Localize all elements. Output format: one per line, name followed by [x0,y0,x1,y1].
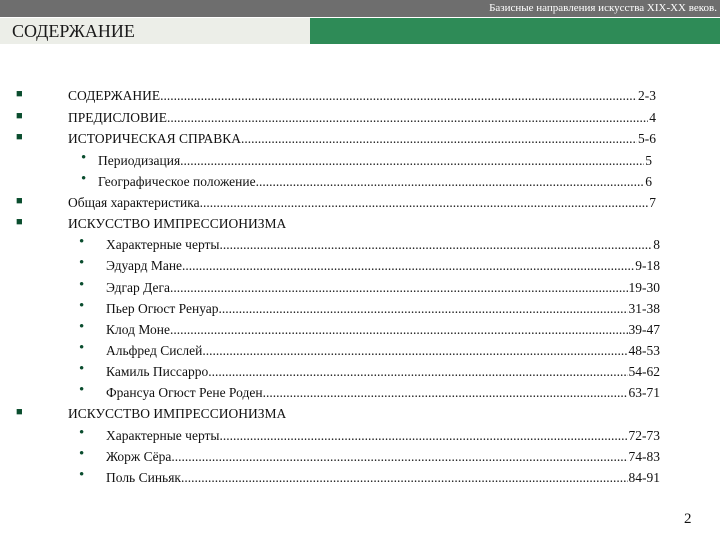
square-bullet-icon: ■ [16,406,23,418]
toc-entry [0,382,720,406]
toc-entry-title: Общая характеристика ..... [68,195,650,211]
square-bullet-icon: ■ [16,195,23,207]
toc-entry-title: ИСКУССТВО ИМПРЕССИОНИЗМА [68,216,287,231]
toc-entry-page: 5 [645,153,652,168]
dot-bullet-icon: • [79,446,85,462]
toc-entry-page: 72-73 [628,428,660,443]
toc-entry [0,425,720,449]
dot-bullet-icon: • [79,234,85,250]
dot-bullet-icon: • [79,277,85,293]
toc-entry-title: Камиль Писсарро ..... [106,364,654,380]
dot-bullet-icon: • [79,298,85,314]
toc-entry-title: Франсуа Огюст Рене Роден ..... [106,385,654,401]
toc-entry-title: Эдгар Дега ..... [106,280,654,296]
toc-entry [0,171,720,195]
dot-bullet-icon: • [79,319,85,335]
toc-entry-page: 54-62 [628,364,660,379]
dot-bullet-icon: • [79,255,85,271]
toc-entry [0,277,720,301]
toc-entry-title: СОДЕРЖАНИЕ ..... [68,88,650,104]
toc-entry [0,110,720,131]
toc-entry-title: Эдуард Мане ..... [106,258,654,274]
toc-entry-title: Характерные черты ..... [106,237,654,253]
toc-entry [0,467,720,491]
square-bullet-icon: ■ [16,131,23,143]
toc-entry-page: 8 [653,237,660,252]
toc-entry [0,319,720,343]
toc-entry-title: Альфред Сислей ..... [106,343,654,359]
toc-entry-title: Географическое положение ..... [98,174,646,190]
toc-entry-page: 2-3 [638,88,656,103]
toc-entry-page: 31-38 [628,301,660,316]
toc-entry-page: 39-47 [628,322,660,337]
toc-entry-page: 7 [649,195,656,210]
dot-bullet-icon: • [79,382,85,398]
toc-entry [0,234,720,258]
toc-entry-page: 19-30 [628,280,660,295]
header-subtitle: Базисные направления искусства XIX-XX веков. [489,2,717,14]
toc-entry [0,298,720,322]
toc-entry [0,446,720,470]
slide-number: 2 [684,511,692,527]
toc-entry-page: 6 [645,174,652,189]
dot-bullet-icon: • [81,150,87,166]
dot-bullet-icon: • [81,171,87,187]
page-title: СОДЕРЖАНИЕ [0,18,310,44]
dot-bullet-icon: • [79,467,85,483]
toc-entry [0,255,720,279]
toc-entry-title: Поль Синьяк ..... [106,470,654,486]
toc-entry [0,195,720,216]
toc-entry [0,340,720,364]
toc-entry [0,88,720,109]
toc-entry [0,131,720,152]
square-bullet-icon: ■ [16,88,23,100]
toc-entry-page: 9-18 [635,258,660,273]
toc-entry-title: Характерные черты ..... [106,428,654,444]
toc-entry-page: 4 [649,110,656,125]
toc-entry-page: 48-53 [628,343,660,358]
toc-entry-title: Пьер Огюст Ренуар ..... [106,301,654,317]
toc-entry-title: Жорж Сёра ..... [106,449,654,465]
dot-bullet-icon: • [79,361,85,377]
toc-entry-title: Клод Моне ..... [106,322,654,338]
toc-entry [0,361,720,385]
dot-bullet-icon: • [79,425,85,441]
toc-entry-page: 74-83 [628,449,660,464]
toc-entry [0,216,720,237]
toc-entry-title: ИСТОРИЧЕСКАЯ СПРАВКА ..... [68,131,650,147]
toc-entry [0,406,720,427]
toc-entry-page: 84-91 [628,470,660,485]
toc-entry-page: 63-71 [628,385,660,400]
square-bullet-icon: ■ [16,110,23,122]
toc-entry-title: ИСКУССТВО ИМПРЕССИОНИЗМА [68,406,287,421]
toc-entry [0,150,720,174]
toc-entry-page: 5-6 [638,131,656,146]
toc-entry-title: Периодизация ..... [98,153,646,169]
toc-entry-title: ПРЕДИСЛОВИЕ ..... [68,110,650,126]
dot-bullet-icon: • [79,340,85,356]
square-bullet-icon: ■ [16,216,23,228]
